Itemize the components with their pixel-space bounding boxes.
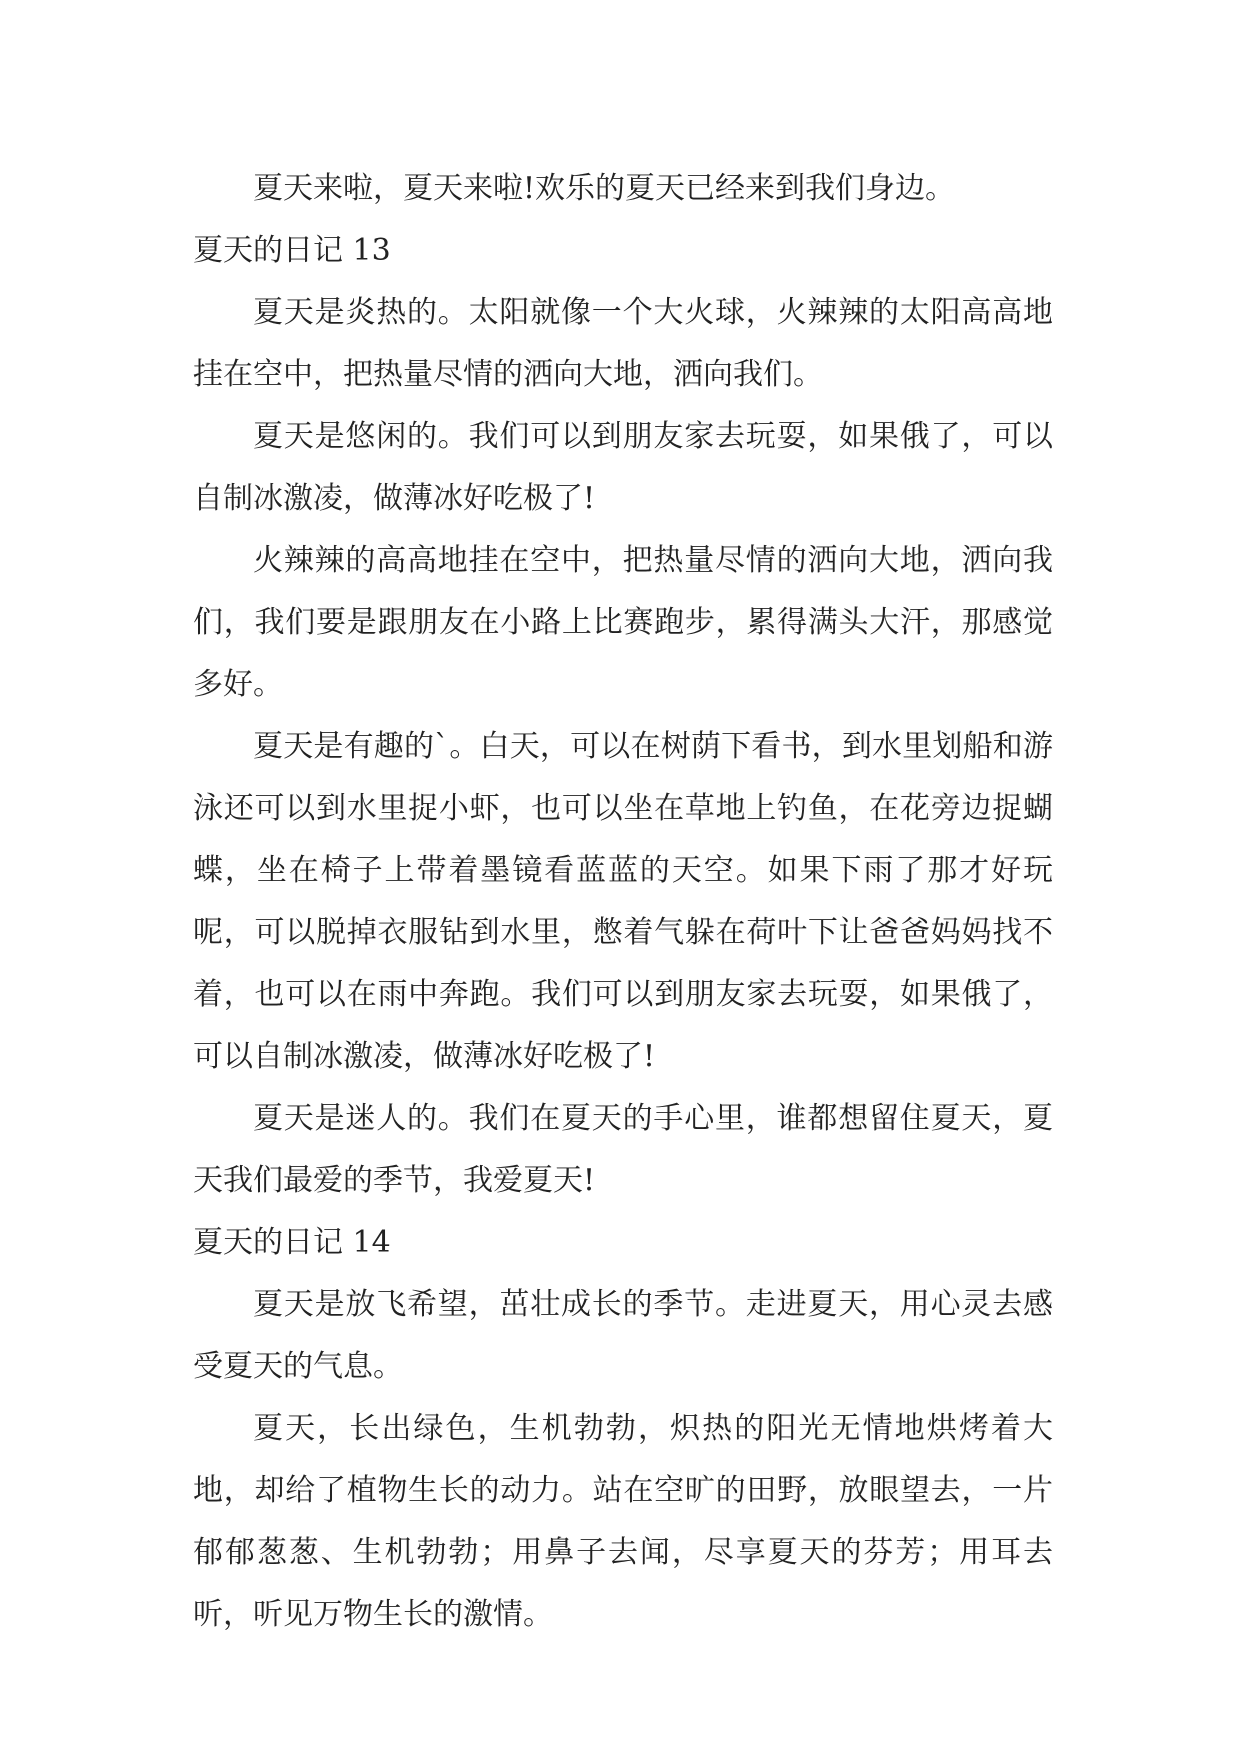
intro-paragraph: 夏天来啦，夏天来啦!欢乐的夏天已经来到我们身边。 bbox=[253, 171, 956, 206]
document-body bbox=[193, 158, 1053, 1646]
paragraph-fun: 夏天是有趣的`。白天，可以在树荫下看书，到水里划船和游泳还可以到水里捉小虾，也可以坐在草地上钓鱼，在花旁边捉蝴蝶，坐在椅子上带着墨镜看蓝蓝的天空。如果下雨了那才好玩呢，可以脱掉衣服钻到水里，憋着气躲在荷叶下让爸爸妈妈找不着，也可以在雨中奔跑。我们可以到朋友家去玩耍，如果俄了，可以自制冰激凌，做薄冰好吃极了! bbox=[193, 729, 1053, 1074]
paragraph-leisure: 夏天是悠闲的。我们可以到朋友家去玩耍，如果俄了，可以自制冰激凌，做薄冰好吃极了! bbox=[193, 419, 1053, 516]
paragraph-running: 火辣辣的高高地挂在空中，把热量尽情的洒向大地，洒向我们，我们要是跟朋友在小路上比赛跑步，累得满头大汗，那感觉多好。 bbox=[193, 543, 1053, 702]
diary-14-heading: 夏天的日记 14 bbox=[193, 1225, 391, 1260]
diary-13-heading: 夏天的日记 13 bbox=[193, 233, 391, 268]
paragraph-charming: 夏天是迷人的。我们在夏天的手心里，谁都想留住夏天，夏天我们最爱的季节，我爱夏天! bbox=[193, 1101, 1053, 1198]
paragraph-green: 夏天，长出绿色，生机勃勃，炽热的阳光无情地烘烤着大地，却给了植物生长的动力。站在空旷的田野，放眼望去，一片郁郁葱葱、生机勃勃；用鼻子去闻，尽享夏天的芬芳；用耳去听，听见万物生长的激情。 bbox=[193, 1411, 1053, 1632]
paragraph-hot: 夏天是炎热的。太阳就像一个大火球，火辣辣的太阳高高地挂在空中，把热量尽情的洒向大地，洒向我们。 bbox=[193, 295, 1053, 392]
paragraph-hope: 夏天是放飞希望，茁壮成长的季节。走进夏天，用心灵去感受夏天的气息。 bbox=[193, 1287, 1053, 1384]
